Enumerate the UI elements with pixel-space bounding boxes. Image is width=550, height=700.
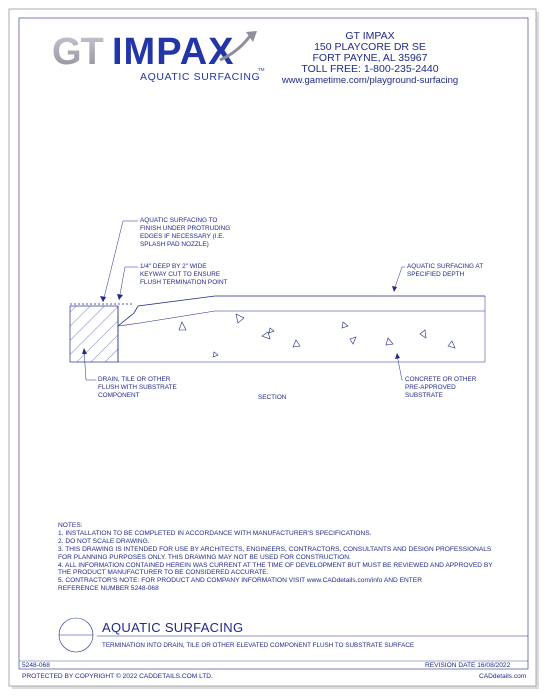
callout-keyway: 1/4" DEEP BY 2" WIDE KEYWAY CUT TO ENSURE FLUSH TERMINATION POINT <box>140 263 228 286</box>
revision-date: REVISION DATE 16/08/2022 <box>425 662 511 669</box>
notes-heading: NOTES: <box>58 522 83 529</box>
drawing-subtitle: TERMINATION INTO DRAIN, TILE OR OTHER ELEVATED COMPONENT FLUSH TO SUBSTRATE SURFACE <box>102 642 415 649</box>
note-line: 3. THIS DRAWING IS INTENDED FOR USE BY ARCHITECTS, ENGINEERS, CONTRACTORS, CONSULTANTS AND DESIGN PROFESSIONALS <box>58 545 492 553</box>
company-website: www.gametime.com/playground-surfacing <box>281 75 459 86</box>
notes-block <box>58 522 493 593</box>
note-line: 4. ALL INFORMATION CONTAINED HEREIN WAS CURRENT AT THE TIME OF DEVELOPMENT BUT MUST BE REVIEWED AND APPROVED BY <box>58 561 493 569</box>
note-line: FOR PLANNING PURPOSES ONLY. THIS DRAWING MAY NOT BE USED FOR CONSTRUCTION. <box>58 553 351 561</box>
company-address-line2: FORT PAYNE, AL 35967 <box>312 52 428 64</box>
svg-text:AQUATIC SURFACING: AQUATIC SURFACING <box>140 71 261 83</box>
callout-concrete-substrate: CONCRETE OR OTHER PRE-APPROVED SUBSTRATE <box>405 376 477 399</box>
company-address-line1: 150 PLAYCORE DR SE <box>314 41 426 53</box>
svg-text:GT: GT <box>52 31 103 73</box>
note-line: 5. CONTRACTOR'S NOTE: FOR PRODUCT AND COMPANY INFORMATION VISIT www.CADdetails.com/info AND ENTER <box>58 577 422 585</box>
section-label: SECTION <box>258 394 287 401</box>
company-name: GT IMPAX <box>345 30 395 42</box>
svg-text:TM: TM <box>258 67 265 72</box>
svg-text:IMPAX: IMPAX <box>112 31 235 73</box>
callout-surfacing-finish: AQUATIC SURFACING TO FINISH UNDER PROTRUDING EDGES IF NECESSARY (I.E. SPLASH PAD NOZZLE) <box>140 217 231 248</box>
reference-number: 5248-068 <box>22 662 50 669</box>
note-line: 2. DO NOT SCALE DRAWING. <box>58 537 150 545</box>
copyright-notice: PROTECTED BY COPYRIGHT © 2022 CADDETAILS.COM LTD. <box>22 673 213 680</box>
caddetails-link[interactable]: CADdetails.com <box>479 673 527 680</box>
note-line: THE PRODUCT MANUFACTURER TO BE CONSIDERED ACCURATE. <box>58 569 269 577</box>
note-line: 1. INSTALLATION TO BE COMPLETED IN ACCORDANCE WITH MANUFACTURER'S SPECIFICATIONS. <box>58 529 372 537</box>
callout-arrowheads <box>82 286 400 359</box>
aggregate-marks <box>179 314 455 357</box>
drain-component-hatch <box>70 306 118 362</box>
company-phone: TOLL FREE: 1-800-235-2440 <box>301 63 439 75</box>
callout-drain: DRAIN, TILE OR OTHER FLUSH WITH SUBSTRATE COMPONENT <box>98 376 177 399</box>
callout-leaders <box>84 221 405 380</box>
note-line: REFERENCE NUMBER 5248-068 <box>58 585 159 593</box>
drawing-title: AQUATIC SURFACING <box>102 620 244 635</box>
callout-surfacing-depth: AQUATIC SURFACING AT SPECIFIED DEPTH <box>407 263 484 278</box>
